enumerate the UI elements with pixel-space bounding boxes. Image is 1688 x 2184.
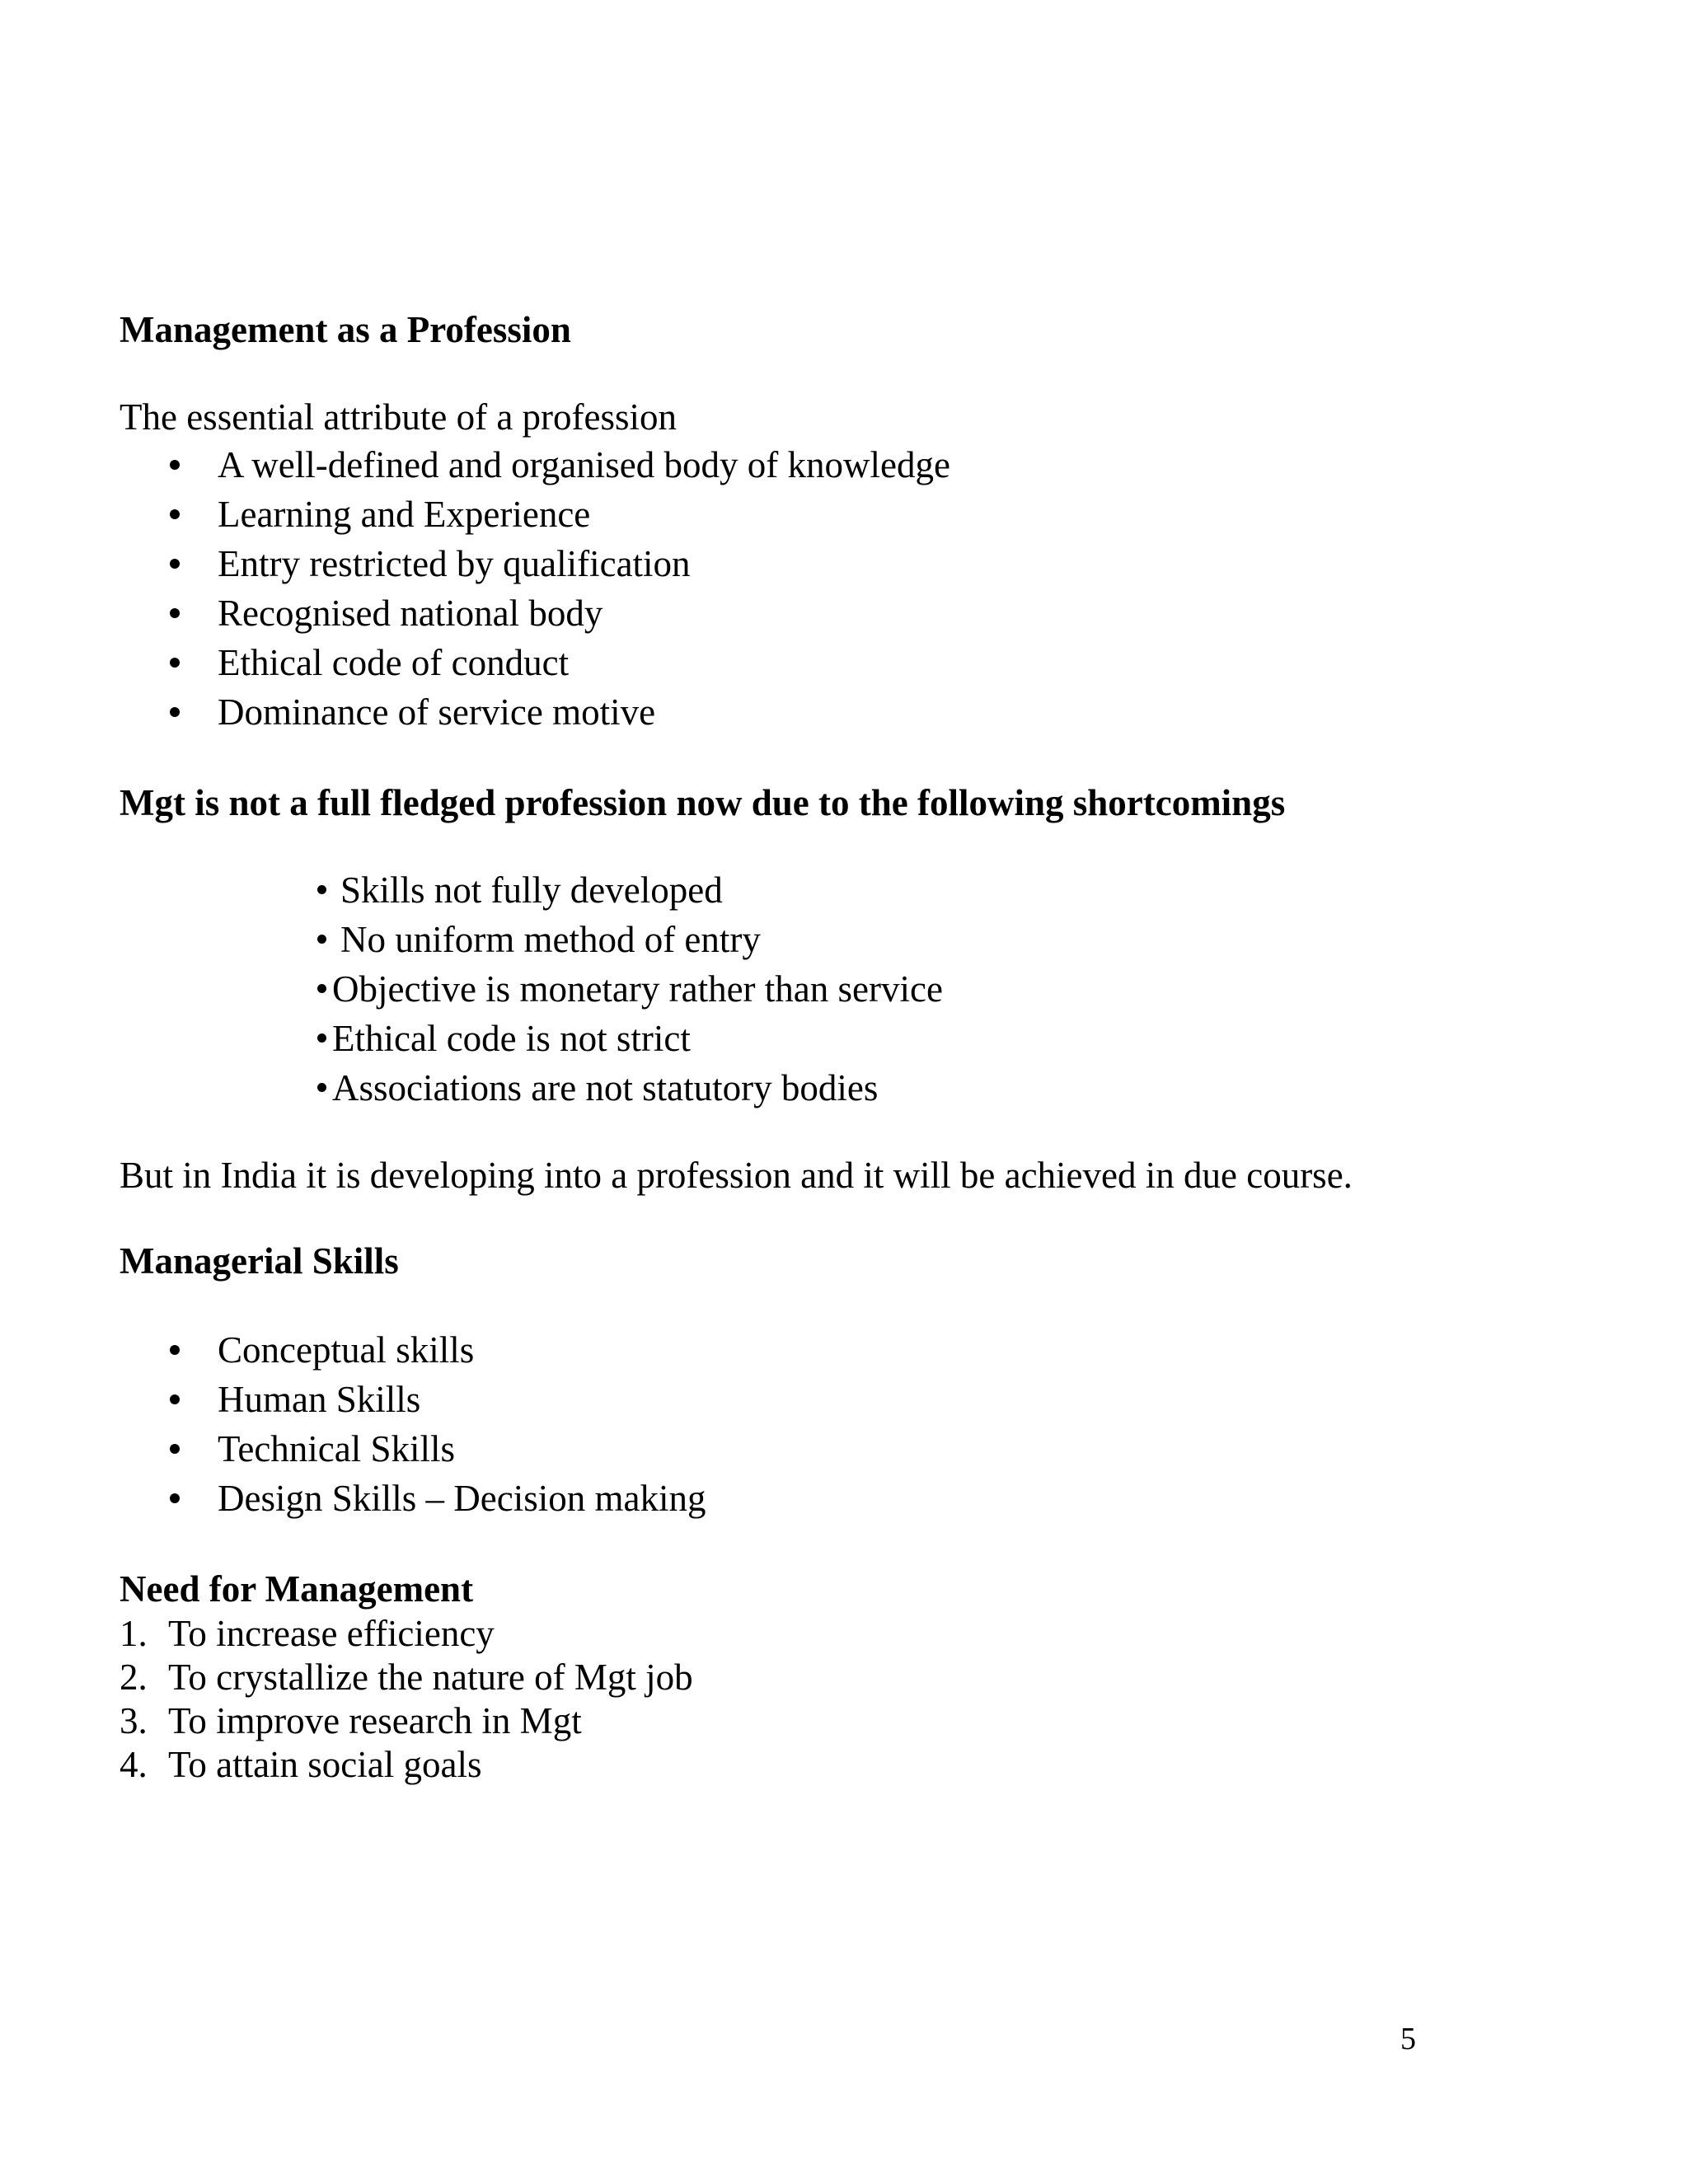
section-heading-need-for-management: Need for Management (120, 1568, 474, 1610)
paragraph-conclusion: But in India it is developing into a profession and it will be achieved in due course. (120, 1155, 1353, 1196)
list-item: Conceptual skills (218, 1329, 475, 1371)
section-heading-management-as-profession: Management as a Profession (120, 309, 571, 350)
bullet-icon (170, 509, 180, 519)
page-number: 5 (1400, 2022, 1416, 2056)
list-item: To attain social goals (168, 1744, 482, 1785)
section-heading-shortcomings: Mgt is not a full fledged profession now due to the following shortcomings (120, 782, 1286, 823)
bullet-icon (317, 984, 326, 993)
list-item: Objective is monetary rather than service (332, 968, 943, 1010)
list-number: 2. (120, 1657, 148, 1698)
list-item: Human Skills (218, 1379, 421, 1420)
list-item: No uniform method of entry (340, 919, 761, 960)
section-intro: The essential attribute of a profession (120, 396, 678, 438)
list-item: To increase efficiency (168, 1613, 495, 1654)
bullet-icon (170, 1345, 180, 1355)
list-item: Dominance of service motive (218, 691, 656, 733)
list-number: 3. (120, 1700, 148, 1741)
bullet-icon (317, 1083, 326, 1092)
list-item: Ethical code is not strict (332, 1018, 691, 1059)
bullet-icon (317, 935, 326, 944)
list-item: To crystallize the nature of Mgt job (168, 1657, 693, 1698)
list-item: Learning and Experience (218, 494, 591, 535)
bullet-icon (170, 460, 180, 470)
bullet-icon (317, 885, 326, 894)
list-item: Associations are not statutory bodies (332, 1067, 879, 1108)
list-item: Ethical code of conduct (218, 642, 570, 683)
list-item: To improve research in Mgt (168, 1700, 582, 1741)
list-item: Entry restricted by qualification (218, 543, 691, 584)
list-item: Recognised national body (218, 593, 603, 634)
bullet-icon (170, 1394, 180, 1404)
section-heading-managerial-skills: Managerial Skills (120, 1240, 399, 1282)
bullet-icon (170, 658, 180, 668)
list-item: Technical Skills (218, 1428, 456, 1469)
list-item: Design Skills – Decision making (218, 1478, 706, 1519)
list-number: 4. (120, 1744, 148, 1785)
bullet-icon (317, 1033, 326, 1043)
bullet-icon (170, 1493, 180, 1503)
list-number: 1. (120, 1613, 148, 1654)
list-item: A well-defined and organised body of knowledge (218, 444, 950, 485)
bullet-icon (170, 608, 180, 618)
list-item: Skills not fully developed (340, 869, 723, 911)
bullet-icon (170, 559, 180, 569)
bullet-icon (170, 1444, 180, 1454)
bullet-icon (170, 707, 180, 717)
